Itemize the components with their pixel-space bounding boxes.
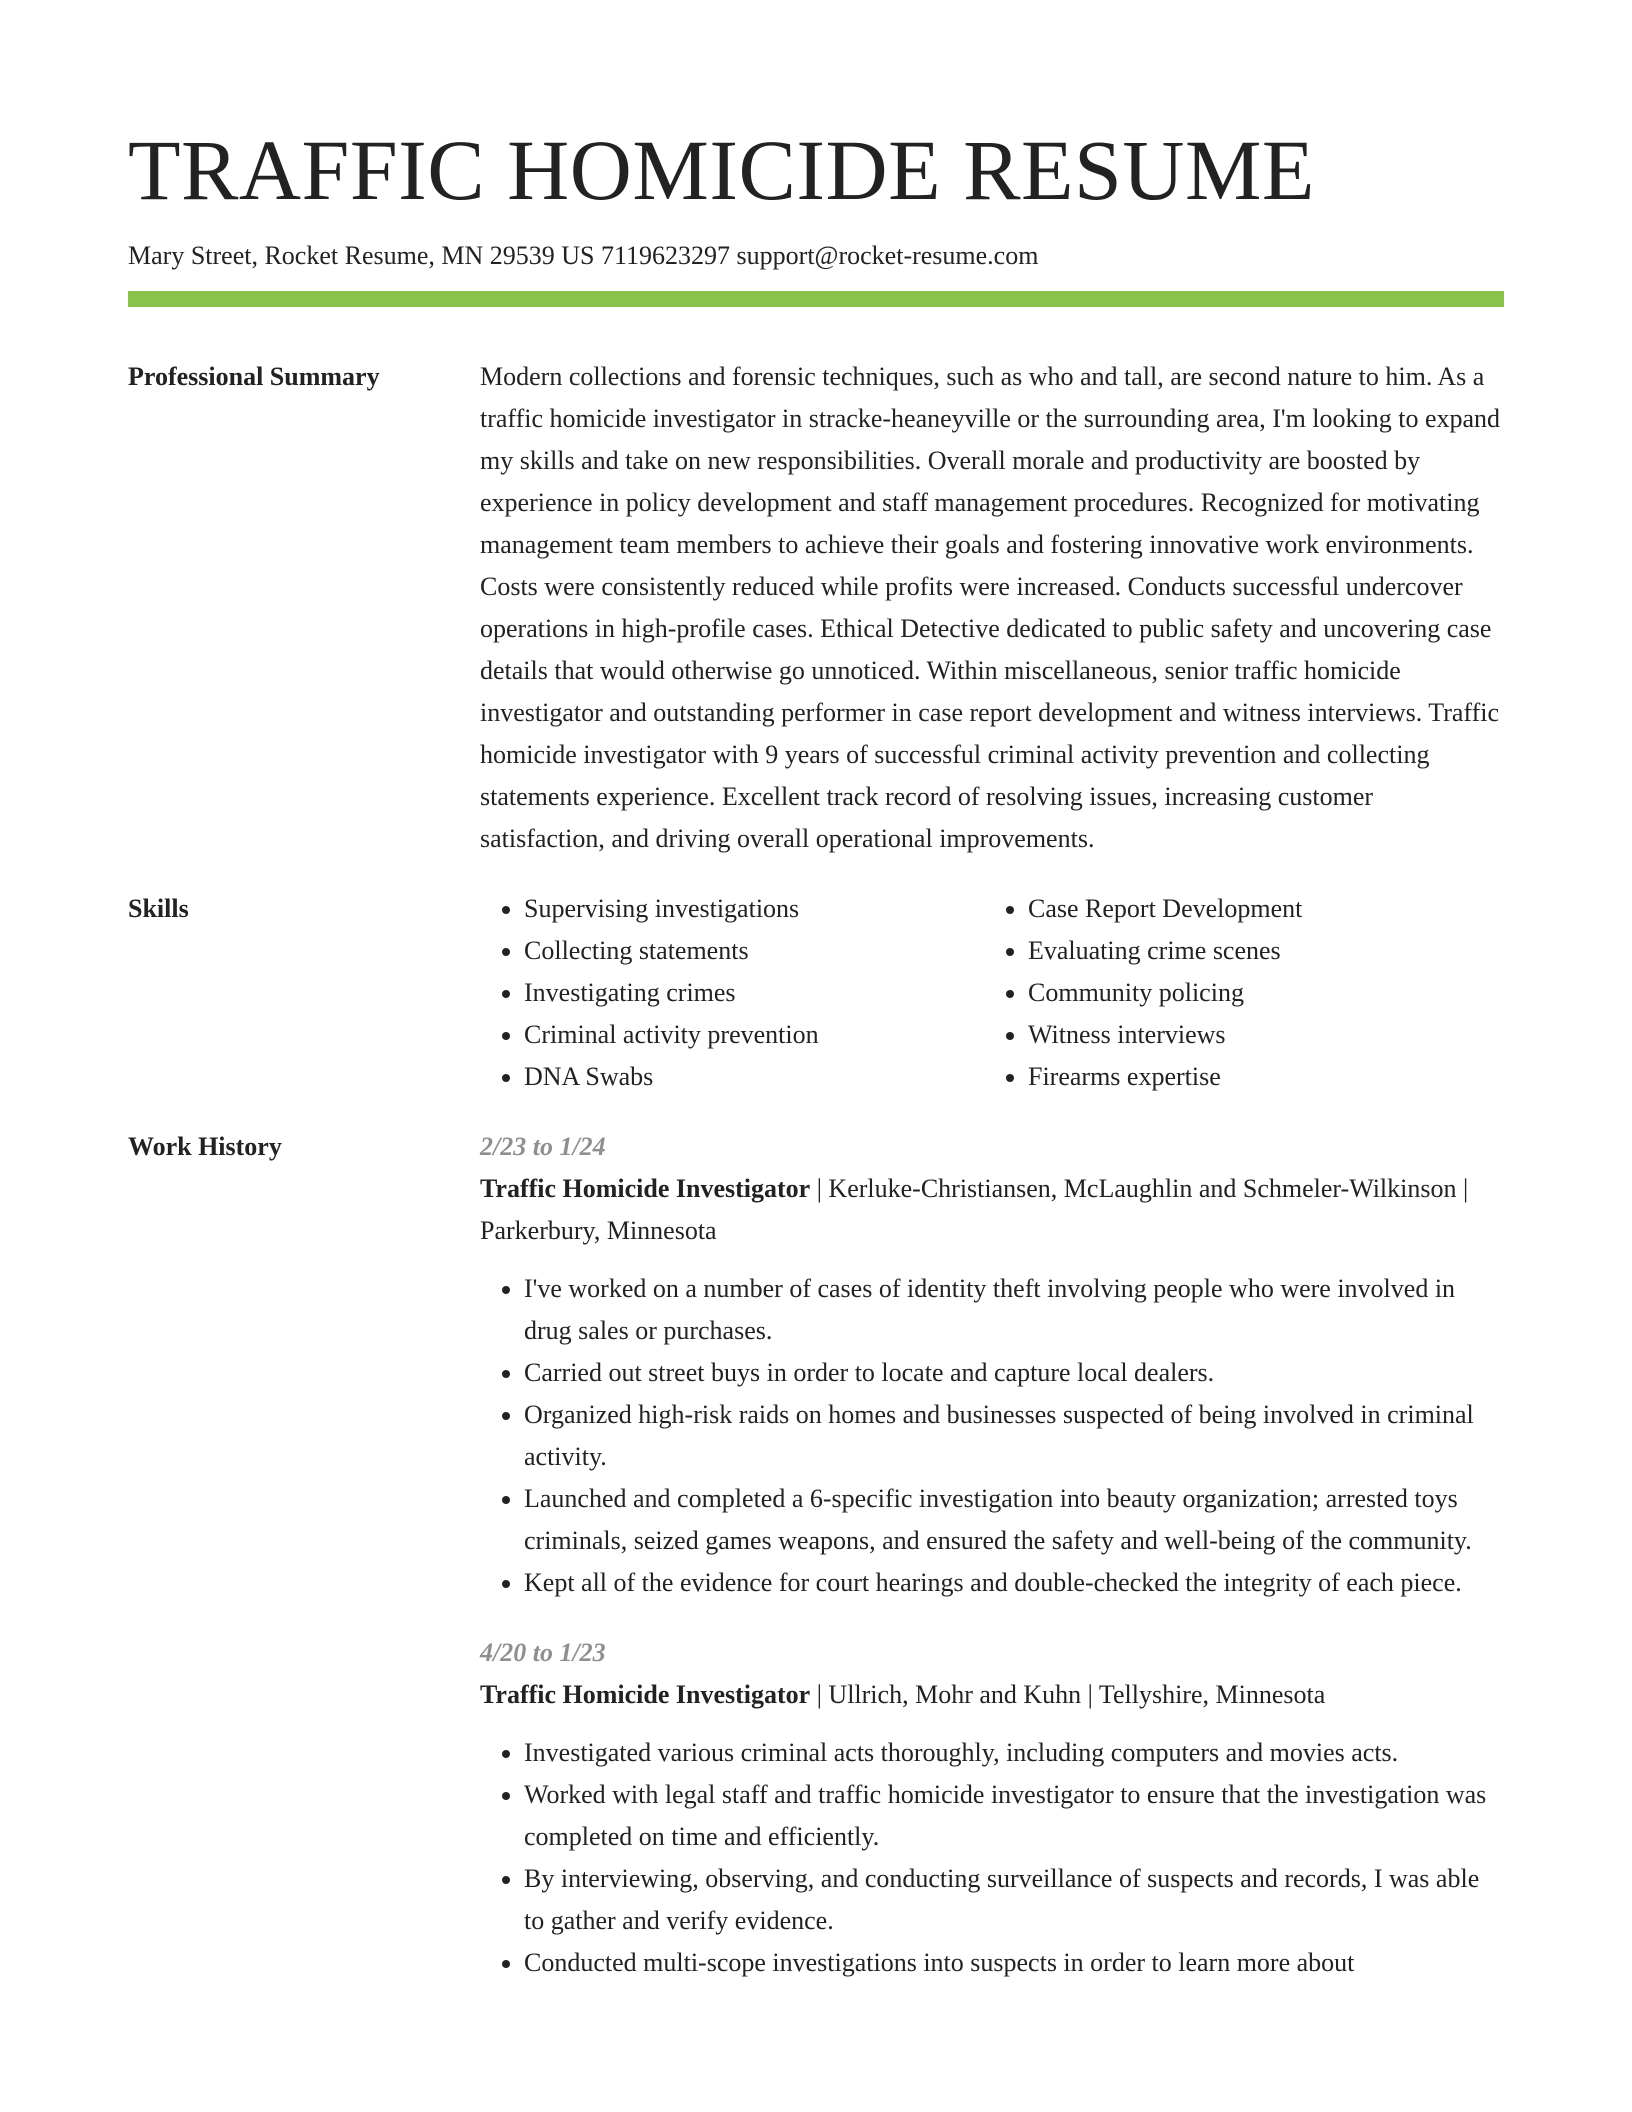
work-history-heading: Work History — [128, 1132, 282, 1161]
skills-body — [480, 888, 1504, 1098]
summary-section — [128, 356, 1504, 860]
skill-item: • Collecting statements — [524, 930, 984, 972]
resume-page — [128, 0, 1504, 2012]
job-bullet: • Conducted multi-scope investigations into suspects in order to learn more about — [524, 1942, 1504, 1984]
skill-item: • DNA Swabs — [524, 1056, 984, 1098]
job-bullet-list — [480, 1268, 1504, 1604]
job-bullet: • Investigated various criminal acts thoroughly, including computers and movies acts. — [524, 1732, 1504, 1774]
job-bullet: • Launched and completed a 6-specific investigation into beauty organization; arrested toys criminals, seized games weapons, and ensured the safety and well-being of the community. — [524, 1478, 1504, 1562]
skill-item: • Investigating crimes — [524, 972, 984, 1014]
summary-body — [480, 356, 1504, 860]
skill-item: • Evaluating crime scenes — [1028, 930, 1488, 972]
skills-list-right — [984, 888, 1488, 1098]
skill-item: • Supervising investigations — [524, 888, 984, 930]
skills-heading: Skills — [128, 894, 189, 923]
job-bullet: • Carried out street buys in order to locate and capture local dealers. — [524, 1352, 1504, 1394]
job-entry — [480, 1126, 1504, 1604]
job-bullet: • By interviewing, observing, and conducting surveillance of suspects and records, I was able to gather and verify evidence. — [524, 1858, 1504, 1942]
skill-item: • Witness interviews — [1028, 1014, 1488, 1056]
job-bullet-list — [480, 1732, 1504, 1984]
skills-columns — [480, 888, 1504, 1098]
contact-line: Mary Street, Rocket Resume, MN 29539 US 7119623297 support@rocket-resume.com — [128, 241, 1039, 270]
job-bullet: • Worked with legal staff and traffic homicide investigator to ensure that the investigation was completed on time and efficiently. — [524, 1774, 1504, 1858]
job-employer-location: | Kerluke-Christiansen, McLaughlin and Schmeler-Wilkinson | Parkerbury, Minnesota — [480, 1174, 1469, 1245]
job-bullet: • Organized high-risk raids on homes and businesses suspected of being involved in criminal activity. — [524, 1394, 1504, 1478]
job-entry — [480, 1632, 1504, 1984]
summary-text: Modern collections and forensic techniques, such as who and tall, are second nature to him. As a traffic homicide investigator in stracke-heaneyville or the surrounding area, I'm looking to expand my skills and take on new responsibilities. Overall morale and productivity are boosted by experience in policy development and staff management procedures. Recognized for motivating management team members to achieve their goals and fostering innovative work environments. Costs were consistently reduced while profits were increased. Conducts successful undercover operations in high-profile cases. Ethical Detective dedicated to public safety and uncovering case details that would otherwise go unnoticed. Within miscellaneous, senior traffic homicide investigator and outstanding performer in case report development and witness interviews. Traffic homicide investigator with 9 years of successful criminal activity prevention and collecting statements experience. Excellent track record of resolving issues, increasing customer satisfaction, and driving overall operational improvements. — [480, 362, 1501, 853]
skills-section — [128, 888, 1504, 1098]
skill-item: • Criminal activity prevention — [524, 1014, 984, 1056]
work-history-section — [128, 1126, 1504, 2012]
job-dates: 2/23 to 1/24 — [480, 1132, 606, 1161]
resume-title: TRAFFIC HOMICIDE RESUME — [128, 122, 1315, 218]
skill-item: • Community policing — [1028, 972, 1488, 1014]
job-heading — [480, 1674, 1504, 1716]
skill-item: • Case Report Development — [1028, 888, 1488, 930]
job-bullet: • I've worked on a number of cases of identity theft involving people who were involved in drug sales or purchases. — [524, 1268, 1504, 1352]
job-title: Traffic Homicide Investigator — [480, 1174, 811, 1203]
summary-heading: Professional Summary — [128, 362, 380, 391]
accent-divider — [128, 291, 1504, 307]
work-history-body — [480, 1126, 1504, 2012]
skills-list-left — [480, 888, 984, 1098]
job-employer-location: | Ullrich, Mohr and Kuhn | Tellyshire, Minnesota — [810, 1680, 1326, 1709]
job-title: Traffic Homicide Investigator — [480, 1680, 811, 1709]
skill-item: • Firearms expertise — [1028, 1056, 1488, 1098]
job-heading — [480, 1168, 1504, 1252]
job-bullet: • Kept all of the evidence for court hearings and double-checked the integrity of each piece. — [524, 1562, 1504, 1604]
job-dates: 4/20 to 1/23 — [480, 1638, 606, 1667]
